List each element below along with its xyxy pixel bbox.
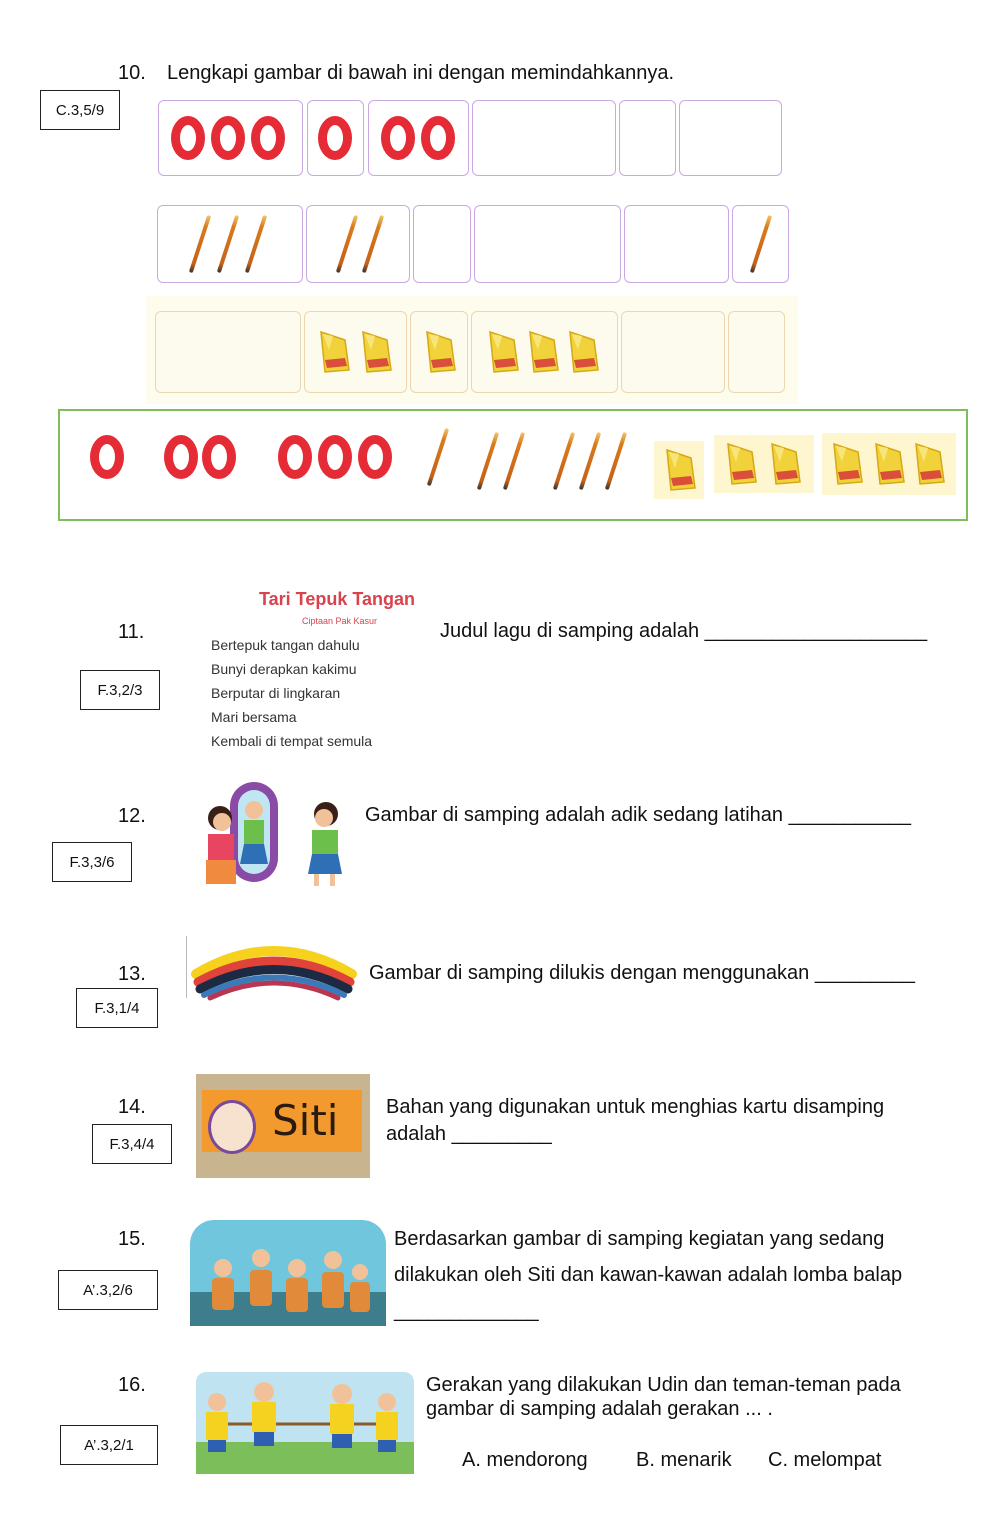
q14-number: 14. [118, 1096, 146, 1118]
pencil-icon [336, 215, 358, 273]
pencil-empty-cell-4[interactable] [474, 205, 621, 283]
song-lyrics [211, 633, 372, 753]
lyric-line: Berputar di lingkaran [211, 685, 341, 701]
pencil-icon [553, 432, 575, 490]
q12-text: Gambar di samping adalah adik sedang latihan ___________ [365, 804, 911, 826]
avatar [208, 1100, 256, 1154]
snack-empty-cell-5[interactable] [621, 311, 725, 393]
snack-bag-icon [722, 442, 758, 486]
option-c[interactable]: C. melompat [768, 1449, 882, 1471]
song-credit: Ciptaan Pak Kasur [302, 616, 378, 626]
q10-number: 10. [118, 62, 146, 84]
lifebuoy-ring-icon [381, 116, 415, 160]
pencil-icon [605, 432, 627, 490]
draggable-pencils-2[interactable] [472, 425, 532, 495]
snack-bag-icon [766, 442, 802, 486]
lifebuoy-ring-icon [164, 435, 198, 479]
pencil-icon [427, 428, 449, 486]
q11-code: F.3,2/3 [80, 670, 160, 710]
pencil-icon [245, 215, 267, 273]
ring-cell-2[interactable] [368, 100, 469, 176]
ring-cell-1[interactable] [307, 100, 364, 176]
snack-bag-icon [484, 330, 520, 374]
pencil-cell-1[interactable] [732, 205, 789, 283]
pencil-icon [217, 215, 239, 273]
q14-text-line1: Bahan yang digunakan untuk menghias kartu disamping [386, 1096, 885, 1118]
lifebuoy-ring-icon [421, 116, 455, 160]
sack-race-illustration [190, 1220, 386, 1326]
draggable-snacks-1[interactable] [654, 441, 704, 499]
ring-empty-cell-6[interactable] [679, 100, 782, 176]
draggable-snacks-2[interactable] [714, 435, 814, 493]
pencil-icon [750, 215, 772, 273]
q15-text-line3: _____________ [394, 1300, 539, 1322]
q10-code: C.3,5/9 [40, 90, 120, 130]
snack-bag-icon [421, 330, 457, 374]
lifebuoy-ring-icon [90, 435, 124, 479]
divider-line [186, 936, 187, 998]
pencil-empty-cell-3[interactable] [413, 205, 471, 283]
lifebuoy-ring-icon [278, 435, 312, 479]
q16-number: 16. [118, 1374, 146, 1396]
ring-empty-cell-4[interactable] [472, 100, 616, 176]
draggable-pencils-1[interactable] [420, 419, 460, 495]
pencil-cell-2[interactable] [306, 205, 410, 283]
snack-cell-3[interactable] [471, 311, 618, 393]
rainbow-painting-illustration [190, 934, 358, 1002]
draggable-pencils-3[interactable] [550, 425, 636, 495]
draggable-rings-2[interactable] [160, 431, 244, 485]
snack-cell-2[interactable] [304, 311, 407, 393]
snack-empty-cell-6[interactable] [728, 311, 785, 393]
snack-empty-cell-1[interactable] [155, 311, 301, 393]
tug-of-war-illustration [196, 1372, 414, 1474]
q16-code: A’.3,2/1 [60, 1425, 158, 1465]
q13-number: 13. [118, 963, 146, 985]
lifebuoy-ring-icon [211, 116, 245, 160]
answer-bank [58, 409, 968, 521]
snack-cell-1[interactable] [410, 311, 468, 393]
lifebuoy-ring-icon [318, 116, 352, 160]
lyric-line: Kembali di tempat semula [211, 733, 373, 749]
q15-text-line1: Berdasarkan gambar di samping kegiatan yang sedang [394, 1228, 885, 1250]
pencil-icon [503, 432, 525, 490]
snack-bag-icon [828, 442, 864, 486]
lyric-line: Mari bersama [211, 709, 297, 725]
q13-text: Gambar di samping dilukis dengan menggunakan _________ [369, 962, 915, 984]
lifebuoy-ring-icon [251, 116, 285, 160]
q10-text: Lengkapi gambar di bawah ini dengan memindahkannya. [167, 62, 675, 84]
pencil-icon [579, 432, 601, 490]
song-title: Tari Tepuk Tangan [259, 589, 416, 609]
snack-bag-icon [910, 442, 946, 486]
lifebuoy-ring-icon [358, 435, 392, 479]
ring-empty-cell-5[interactable] [619, 100, 676, 176]
draggable-rings-3[interactable] [274, 431, 398, 485]
q13-code: F.3,1/4 [76, 988, 158, 1028]
q12-number: 12. [118, 805, 146, 827]
snack-bag-icon [564, 330, 600, 374]
pencil-empty-cell-5[interactable] [624, 205, 729, 283]
lyric-line: Bunyi derapkan kakimu [211, 661, 357, 677]
lifebuoy-ring-icon [202, 435, 236, 479]
q14-text-line2: adalah _________ [386, 1123, 552, 1145]
girls-mirror-illustration [202, 778, 358, 888]
pencil-cell-3[interactable] [157, 205, 303, 283]
q11-text: Judul lagu di samping adalah ____________________ [440, 620, 928, 642]
snack-bag-icon [357, 330, 393, 374]
q16-text-line2: gambar di samping adalah gerakan ... . [426, 1398, 773, 1420]
draggable-rings-1[interactable] [86, 431, 128, 485]
name-card-illustration [196, 1074, 370, 1178]
q15-code: A’.3,2/6 [58, 1270, 158, 1310]
option-b[interactable]: B. menarik [636, 1449, 732, 1471]
q16-text-line1: Gerakan yang dilakukan Udin dan teman-teman pada [426, 1374, 901, 1396]
lyric-line: Bertepuk tangan dahulu [211, 637, 360, 653]
snack-bag-icon [315, 330, 351, 374]
pencil-icon [189, 215, 211, 273]
q11-number: 11. [118, 621, 145, 643]
q12-code: F.3,3/6 [52, 842, 132, 882]
snack-bag-icon [524, 330, 560, 374]
ring-cell-3[interactable] [158, 100, 303, 176]
q14-code: F.3,4/4 [92, 1124, 172, 1164]
q15-text-line2: dilakukan oleh Siti dan kawan-kawan adalah lomba balap [394, 1264, 903, 1286]
card-name: Siti [272, 1096, 339, 1145]
pencil-icon [362, 215, 384, 273]
snack-bag-icon [661, 448, 697, 492]
snack-bag-icon [870, 442, 906, 486]
q15-number: 15. [118, 1228, 146, 1250]
lifebuoy-ring-icon [171, 116, 205, 160]
lifebuoy-ring-icon [318, 435, 352, 479]
draggable-snacks-3[interactable] [822, 433, 956, 495]
option-a[interactable]: A. mendorong [462, 1449, 588, 1471]
pencil-icon [477, 432, 499, 490]
